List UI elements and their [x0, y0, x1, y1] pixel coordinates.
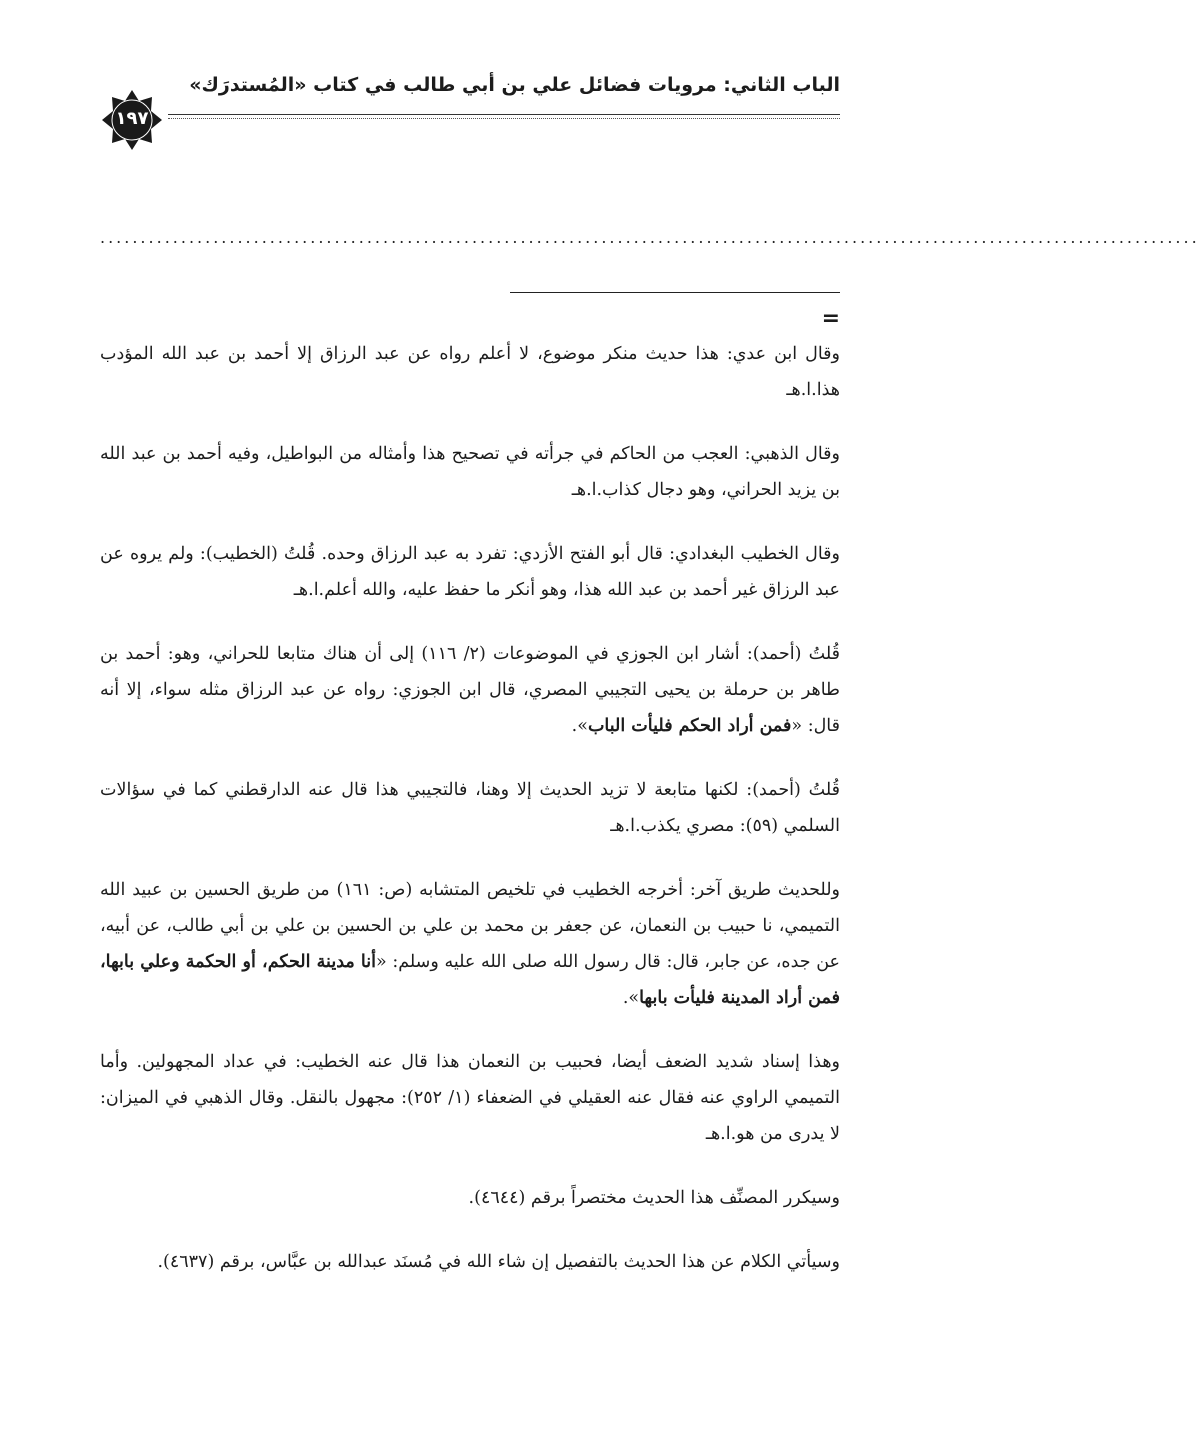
- paragraph: قُلتُ (أحمد): لكنها متابعة لا تزيد الحديث إلا وهنا، فالتجيبي هذا قال عنه الدارقطني كما في سؤالات السلمي (٥٩): مصري يكذب.ا.هـ: [100, 780, 840, 836]
- paragraph: [100, 636, 840, 744]
- footnote-body: [100, 336, 840, 1308]
- quote-close: ».: [622, 988, 640, 1008]
- page-number-badge: [100, 88, 164, 152]
- paragraph: [100, 872, 840, 1016]
- running-header-title: الباب الثاني: مرويات فضائل علي بن أبي طالب في كتاب «المُستدرَك»: [189, 74, 840, 96]
- quoted-hadith-text: أنا مدينة الحكم، أو الحكمة وعلي بابها، فمن أراد المدينة فليأت بابها: [100, 952, 840, 1008]
- quote-close: ».: [571, 716, 588, 736]
- continuation-mark: =: [821, 306, 840, 331]
- paragraph: وقال الذهبي: العجب من الحاكم في جرأته في تصحيح هذا وأمثاله من البواطيل، وفيه أحمد بن عبد الله بن يزيد الحراني، وهو دجال كذاب.ا.هـ: [100, 444, 840, 500]
- paragraph-text: وللحديث طريق آخر: أخرجه الخطيب في تلخيص المتشابه (ص: ١٦١) من طريق الحسين بن عبيد الله التميمي، نا حبيب بن النعمان، عن جعفر بن محمد بن علي بن الحسين بن علي بن أبي طالب، عن أبيه، عن جده، عن جابر، قال: قال رسول الله صلى الله عليه وسلم: «: [100, 880, 841, 972]
- paragraph: وسيأتي الكلام عن هذا الحديث بالتفصيل إن شاء الله في مُسنَد عبدالله بن عبَّاس، برقم (٤٦٣٧).: [157, 1252, 840, 1272]
- paragraph: وهذا إسناد شديد الضعف أيضا، فحبيب بن النعمان هذا قال عنه الخطيب: في عداد المجهولين. وأما التميمي الراوي عنه فقال عنه العقيلي في الضعفاء (١/ ٢٥٢): مجهول بالنقل. وقال الذهبي في الميزان: لا يدرى من هو.ا.هـ: [100, 1052, 840, 1144]
- header-rule: [168, 114, 840, 119]
- dotted-separator: ........................................................................................................................................: [100, 228, 1200, 247]
- paragraph: وسيكرر المصنِّف هذا الحديث مختصراً برقم (٤٦٤٤).: [468, 1188, 840, 1208]
- paragraph: وقال الخطيب البغدادي: قال أبو الفتح الأزدي: تفرد به عبد الرزاق وحده. قُلتُ (الخطيب): ولم يروه عن عبد الرزاق غير أحمد بن عبد الله هذا، وهو أنكر ما حفظ عليه، والله أعلم.ا.هـ: [100, 544, 840, 600]
- page-number: ١٩٧: [115, 108, 149, 129]
- footnote-rule: [510, 292, 840, 293]
- paragraph: وقال ابن عدي: هذا حديث منكر موضوع، لا أعلم رواه عن عبد الرزاق إلا أحمد بن عبد الله المؤدب هذا.ا.هـ: [100, 344, 840, 400]
- paragraph-text: قُلتُ (أحمد): أشار ابن الجوزي في الموضوعات (٢/ ١١٦) إلى أن هناك متابعا للحراني، وهو: أحمد بن طاهر بن حرملة بن يحيى التجيبي المصري، قال ابن الجوزي: رواه عن عبد الرزاق مثله سواء، إلا أنه قال: «: [100, 644, 840, 736]
- quoted-hadith-text: فمن أراد الحكم فليأت الباب: [587, 716, 792, 736]
